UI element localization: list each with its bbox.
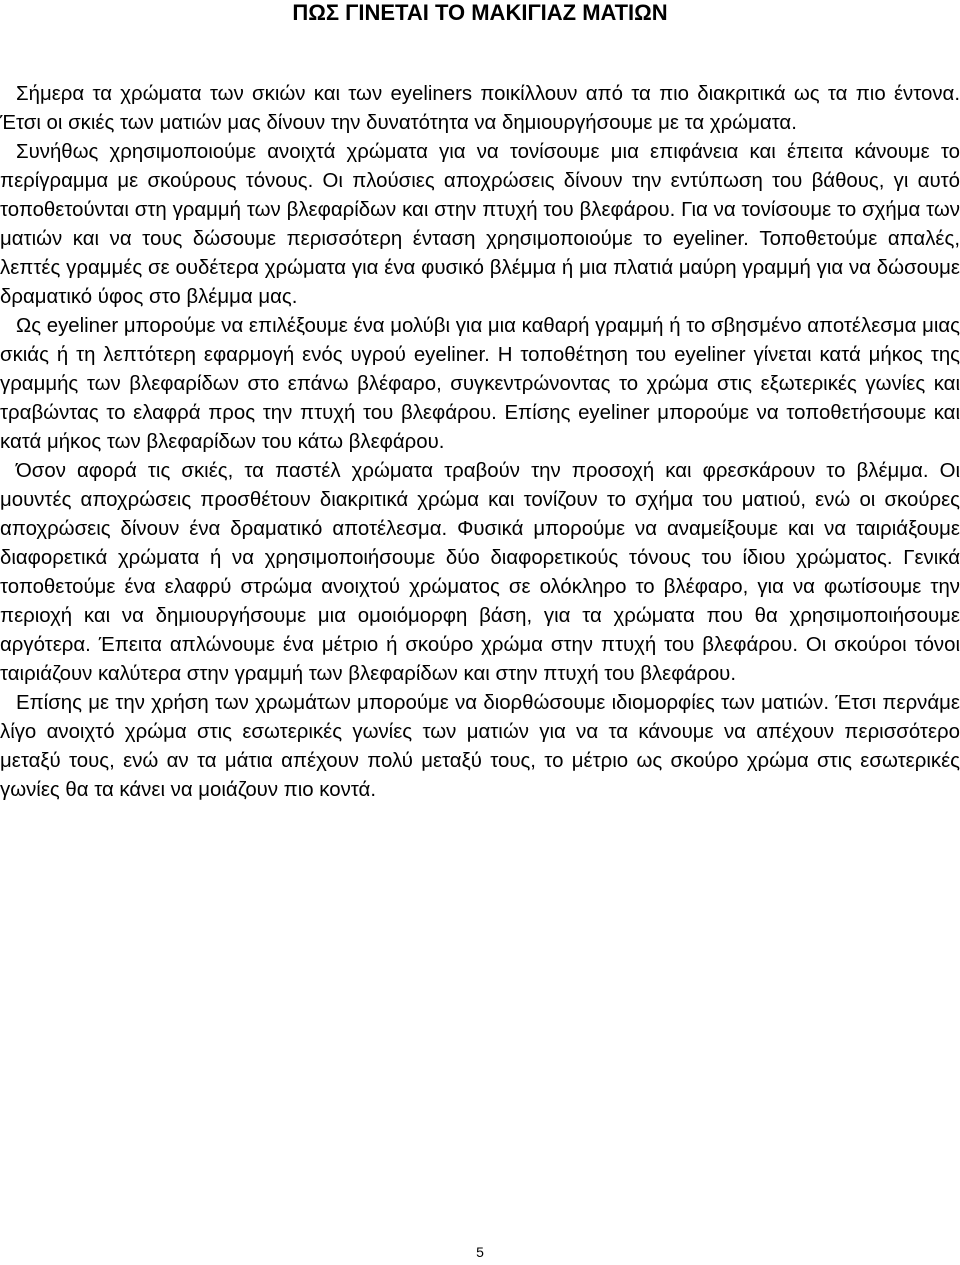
document-title: ΠΩΣ ΓΙΝΕΤΑΙ ΤΟ ΜΑΚΙΓΙΑΖ ΜΑΤΙΩΝ	[292, 0, 668, 25]
paragraph-eyeliner: Ως eyeliner μπορούμε να επιλέξουμε ένα μολύβι για μια καθαρή γραμμή ή το σβησμένο αποτέλεσμα μιας σκιάς ή τη λεπτότερη εφαρμογή ενός υγρού eyeliner. Η τοποθέτηση του eyeliner γίνεται κατά μήκος της γραμμής των βλεφαρίδων στο επάνω βλέφαρο, συγκεντρώνοντας το χρώμα στις εξωτερικές γωνίες και τραβώντας το ελαφρά προς την πτυχή του βλεφάρου. Επίσης eyeliner μπορούμε να τοποθετήσουμε και κατά μήκος των βλεφαρίδων του κάτω βλεφάρου.	[0, 315, 960, 453]
document-body	[0, 80, 960, 805]
paragraph-intro: Σήμερα τα χρώματα των σκιών και των eyeliners ποικίλλουν από τα πιο διακριτικά ως τα πιο έντονα. Έτσι οι σκιές των ματιών μας δίνουν την δυνατότητα να δημιουργήσουμε με τα χρώματα.	[0, 83, 960, 134]
paragraph-light-colors: Συνήθως χρησιμοποιούμε ανοιχτά χρώματα για να τονίσουμε μια επιφάνεια και έπειτα κάνουμε το περίγραμμα με σκούρους τόνους. Οι πλούσιες αποχρώσεις δίνουν την εντύπωση του βάθους, γι αυτό τοποθετούνται στη γραμμή των βλεφαρίδων και στην πτυχή του βλεφάρου. Για να τονίσουμε το σχήμα των ματιών και να τους δώσουμε περισσότερη ένταση χρησιμοποιούμε το eyeliner. Τοποθετούμε απαλές, λεπτές γραμμές σε ουδέτερα χρώματα για ένα φυσικό βλέμμα ή μια πλατιά μαύρη γραμμή για να δώσουμε δραματικό ύφος στο βλέμμα μας.	[0, 141, 960, 308]
paragraph-shadows: Όσον αφορά τις σκιές, τα παστέλ χρώματα τραβούν την προσοχή και φρεσκάρουν το βλέμμα. Οι μουντές αποχρώσεις προσθέτουν διακριτικά χρώμα και τονίζουν το σχήμα του ματιού, ενώ οι σκούρες αποχρώσεις δίνουν ένα δραματικό αποτέλεσμα. Φυσικά μπορούμε να αναμείξουμε και να ταιριάξουμε διαφορετικά χρώματα ή να χρησιμοποιήσουμε δύο διαφορετικούς τόνους του ίδιου χρώματος. Γενικά τοποθετούμε ένα ελαφρύ στρώμα ανοιχτού χρώματος σε ολόκληρο το βλέφαρο, για να φωτίσουμε την περιοχή και να δημιουργήσουμε μια ομοιόμορφη βάση, για τα χρώματα που θα χρησιμοποιήσουμε αργότερα. Έπειτα απλώνουμε ένα μέτριο ή σκούρο χρώμα στην πτυχή του βλεφάρου. Οι σκούροι τόνοι ταιριάζουν καλύτερα στην γραμμή των βλεφαρίδων και στην πτυχή του βλεφάρου.	[0, 460, 960, 685]
page-number: 5	[476, 1244, 484, 1260]
paragraph-corrections: Επίσης με την χρήση των χρωμάτων μπορούμε να διορθώσουμε ιδιομορφίες των ματιών. Έτσι περνάμε λίγο ανοιχτό χρώμα στις εσωτερικές γωνίες των ματιών για να τα κάνουμε να απέχουν περισσότερο μεταξύ τους, ενώ αν τα μάτια απέχουν πολύ μεταξύ τους, το μέτριο ως σκούρο χρώμα στις εσωτερικές γωνίες θα τα κάνει να μοιάζουν πιο κοντά.	[0, 692, 960, 801]
